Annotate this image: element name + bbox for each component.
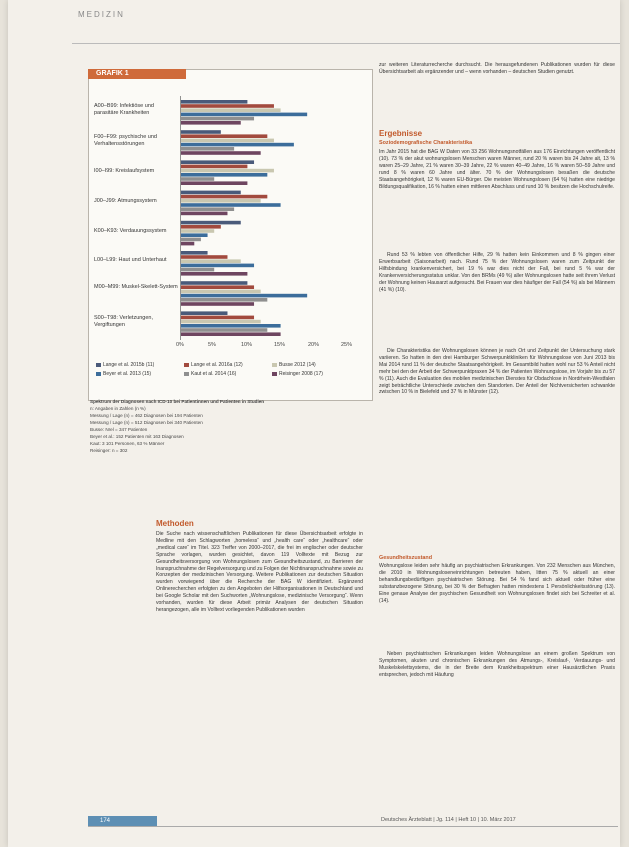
- bar-chart: [180, 96, 365, 340]
- category-label: K00–K93: Verdauungssystem: [94, 228, 167, 234]
- axis-tick: 10%: [241, 342, 253, 348]
- bar: [181, 225, 221, 229]
- bar: [181, 121, 241, 125]
- bar: [181, 134, 267, 138]
- bar: [181, 281, 247, 285]
- axis-tick: 5%: [208, 342, 216, 348]
- bar: [181, 268, 214, 272]
- bar: [181, 320, 261, 324]
- legend-label: Reisinger 2008 (17): [279, 371, 323, 377]
- bar: [181, 160, 254, 164]
- bar: [181, 221, 241, 225]
- legend-label: Kaut et al. 2014 (16): [191, 371, 237, 377]
- caption-note: Reisinger: n = 302: [90, 448, 128, 453]
- caption-note: Kaut: 3 101 Personen, 63 % Männer: [90, 441, 165, 446]
- caption-note: n: Angaben in Zahlen (n %): [90, 406, 146, 411]
- methods-text: Die Suche nach wissenschaftlichen Publikationen für diese Übersichtsarbeit erfolgte in Medline mit den Schlagworten „homeless“ und „health care“ oder „healthcare“ oder „medical care“ im Titel. 323 Treffer von 2000–2017, die frei im englischer oder deutscher Sprache vorlagen, wurden gesichtet, davon 119 Volltexte mit Bezug zur Gesundheitsversorgung von Wohnungslosen zum Gesundheitszustand, zu Barrieren der Inanspruchnahme der Regelversorgung und zu Folgen der Nichtinanspruchnahme sowie zu Konzepten der medizinischen Versorgung. Weitere Publikationen zur deutschen Situation wurden vorwiegend über die Recherche der BAG W identifiziert. Ergänzend Onlinerecherchen erfolgten zu den Angeboten der Hilfsorganisationen in Deutschland und bei Google Scholar mit den Suchworten „Wohnungslose, medizinische Versorgung“. Wenn vorhanden, wurden für diese Arbeit primär Analysen der deutschen Situation herangezogen, alle im Volltext vorliegenden Publikationen wurden: [156, 531, 363, 613]
- bar: [181, 328, 267, 332]
- bar: [181, 285, 254, 289]
- axis-tick: 20%: [308, 342, 320, 348]
- bar: [181, 108, 281, 112]
- bar: [181, 117, 254, 121]
- bar: [181, 233, 208, 237]
- bar: [181, 302, 254, 306]
- category-label: L00–L99: Haut und Unterhaut: [94, 257, 167, 263]
- legend-item: [96, 362, 154, 368]
- paragraph: Rund 53 % lebten von öffentlicher Hilfe, 29 % hatten kein Einkommen und 8 % gingen einer Erwerbsarbeit (Saisonarbeit) nach. Rund 75 % der Wohnungslosen waren zum Zeitpunkt der Hilfsbindung krankenversichert, bei 19 % war dies nicht der Fall, bei rund 5 % war der Krankenversicherungsstatus unklar. Von den BRMs (49 %) aller Wohnungslosen hatte seit ihrem Verlust der Wohnung keinen Hausarzt aufgesucht. Bei Frauen war dies häufiger der Fall (54 %) als bei Männern (41 %) (10).: [379, 252, 615, 293]
- axis-tick: 15%: [274, 342, 286, 348]
- caption-title: Spektrum der Diagnosen nach ICD-10 bei Patientinnen und Patienten in Studien: [90, 399, 265, 404]
- caption-note: Busse: Nrel = 347 Patienten: [90, 427, 148, 432]
- paragraph: Wohnungslose leiden sehr häufig an psychiatrischen Erkrankungen. Von 232 Menschen aus München, die 2010 in Wohnungsloseneinrichtungen betreuten haben, litten 75 % aktuell an einer behandlungsbedürftigen psychiatrischen Störung. Bei 54 % fand sich aktuell oder früher eine substanzbezogene Störung, bei 30 % der Befragten hatten mindestens 1 Persönlichkeitsstörung (13). Eine genaue Analyse der psychischen Gesundheit von Wohnungslosen findet sich bei Schreiter et al. (14).: [379, 563, 615, 604]
- legend-swatch: [184, 372, 189, 376]
- legend-label: Beyer et al. 2013 (15): [103, 371, 152, 377]
- caption-note: Beyer et al.: 152 Patienten mit 163 Diagnosen: [90, 434, 184, 439]
- category-label: J00–J99: Atmungssystem: [94, 198, 157, 204]
- bar: [181, 229, 214, 233]
- category-label: A00–B99: Infektiöse und parasitäre Krankheiten: [94, 103, 154, 116]
- legend-label: Lange et al. 2016a (12): [191, 362, 243, 368]
- paragraph: Die Charakteristika der Wohnungslosen können je nach Ort und Zeitpunkt der Untersuchung stark variieren. So hatten in den drei Hamburger Schwerpunktkliniken für Wohnungslose von Juni 2013 bis Mai 2014 rund 11 % der deutsche Staatsangehörigkeit. Im Gesamtbild hatten wohl nur 53 % Anteil nicht mehr bei den der Arbeit der Schwerpunktpraxen 34 % der Patienten Wohnungslose, im Vorjahr bis zu 57 % (11). Auch die Evaluation des mobilen medizinischen Dienstes für Obdachlose in Nordrhein-Westfalen zeigt beträchtliche Unterschiede zwischen den Standorten. Der Anteil der Nichtversicherten schwankte zwischen 10 % in Bielefeld und 37 % in Münster (12).: [379, 348, 615, 396]
- legend-swatch: [96, 363, 101, 367]
- bar: [181, 316, 254, 320]
- paragraph: Neben psychiatrischen Erkrankungen leiden Wohnungslose an einem großen Spektrum von Symptomen, akuten und chronischen Erkrankungen des Atmungs-, Kreislauf-, Verdauungs- und Muskelskelettsystems, die in der Breite dem Krankheitsspektrum einer Hausärztlichen Praxis entsprechen, jedoch mit Häufung: [379, 651, 615, 678]
- bar: [181, 259, 241, 263]
- bar: [181, 238, 201, 242]
- bar: [181, 139, 274, 143]
- bar: [181, 130, 221, 134]
- results-heading: Ergebnisse: [379, 129, 423, 138]
- journal-reference: Deutsches Ärzteblatt | Jg. 114 | Heft 10 | 10. März 2017: [381, 817, 516, 823]
- legend-item: [184, 362, 243, 368]
- bar: [181, 173, 267, 177]
- header-divider: [72, 43, 620, 44]
- bar: [181, 203, 281, 207]
- figure-caption: [90, 398, 370, 454]
- category-label: I00–I99: Kreislaufsystem: [94, 168, 155, 174]
- subheading-demographics: Soziodemografische Charakteristika: [379, 140, 473, 146]
- legend-swatch: [272, 372, 277, 376]
- bar: [181, 113, 307, 117]
- caption-note: Messung / Lage (n) = 462 Diagnosen bei 194 Patienten: [90, 413, 203, 418]
- bar: [181, 177, 214, 181]
- category-label: S00–T98: Verletzungen, Vergiftungen: [94, 315, 154, 328]
- bar: [181, 255, 227, 259]
- legend-item: [272, 371, 323, 377]
- bar: [181, 104, 274, 108]
- legend-swatch: [184, 363, 189, 367]
- legend-item: [184, 371, 236, 377]
- bar: [181, 264, 254, 268]
- paragraph: Im Jahr 2015 hat die BAG W Daten von 33 256 Wohnungsnotfällen aus 176 Einrichtungen veröffentlicht (10). 73 % der akut wohnungslosen Menschen waren Männer, rund 20 % waren bis 24 Jahre alt, 13 % waren 25–29 Jahre, 21 % waren 30–39 Jahre, 22 % waren 40–49 Jahre, 16 % waren 50–59 Jahre und rund 8 % waren 60 Jahre und älter. 70 % der Wohnungslosen besaßen die deutsche Staatsangehörigkeit, 12 % waren EU-Bürger. Die meisten Wohnungslosen (64 %) hatten eine niedrige Bildungsqualifikation, 16 % hatten einen mittleren Abschluss und rund 10 % besitzen die Hochschulreife.: [379, 149, 615, 190]
- bar: [181, 212, 227, 216]
- bar: [181, 147, 234, 151]
- legend-item: [96, 371, 151, 377]
- footer-divider: [88, 826, 618, 827]
- axis-tick: 0%: [176, 342, 184, 348]
- page-number: 174: [88, 816, 157, 826]
- subheading-health: Gesundheitszustand: [379, 555, 433, 561]
- legend-label: Busse 2012 (14): [279, 362, 316, 368]
- bar: [181, 165, 247, 169]
- bar: [181, 311, 227, 315]
- section-label: MEDIZIN: [78, 10, 125, 19]
- bar: [181, 181, 247, 185]
- bar: [181, 332, 281, 336]
- bar: [181, 207, 234, 211]
- bar: [181, 324, 281, 328]
- intro-paragraph: zur weiteren Literaturrecherche durchsucht. Die herausgefundenen Publikationen wurden für diese Übersichtsarbeit als ergänzender und – wenn vorhanden – deutschen Studien genutzt.: [379, 62, 615, 75]
- bar: [181, 272, 247, 276]
- category-label: F00–F99: psychische und Verhaltensstörungen: [94, 134, 157, 147]
- bar: [181, 169, 274, 173]
- figure-tag: GRAFIK 1: [88, 69, 186, 79]
- axis-tick: 25%: [341, 342, 353, 348]
- caption-note: Messung / Lage (n) = 512 Diagnosen bei 340 Patienten: [90, 420, 203, 425]
- bar: [181, 294, 307, 298]
- bar: [181, 199, 261, 203]
- legend-item: [272, 362, 316, 368]
- bar: [181, 151, 261, 155]
- legend-label: Lange et al. 2015b (11): [103, 362, 155, 368]
- legend-swatch: [96, 372, 101, 376]
- methods-heading: Methoden: [156, 519, 194, 528]
- bar: [181, 143, 294, 147]
- bar: [181, 290, 261, 294]
- bar: [181, 191, 241, 195]
- legend-swatch: [272, 363, 277, 367]
- bar: [181, 298, 267, 302]
- bar: [181, 195, 267, 199]
- bar: [181, 100, 247, 104]
- bar: [181, 242, 194, 246]
- page: [8, 0, 620, 847]
- bar: [181, 251, 208, 255]
- category-label: M00–M99: Muskel-Skelett-System: [94, 284, 178, 290]
